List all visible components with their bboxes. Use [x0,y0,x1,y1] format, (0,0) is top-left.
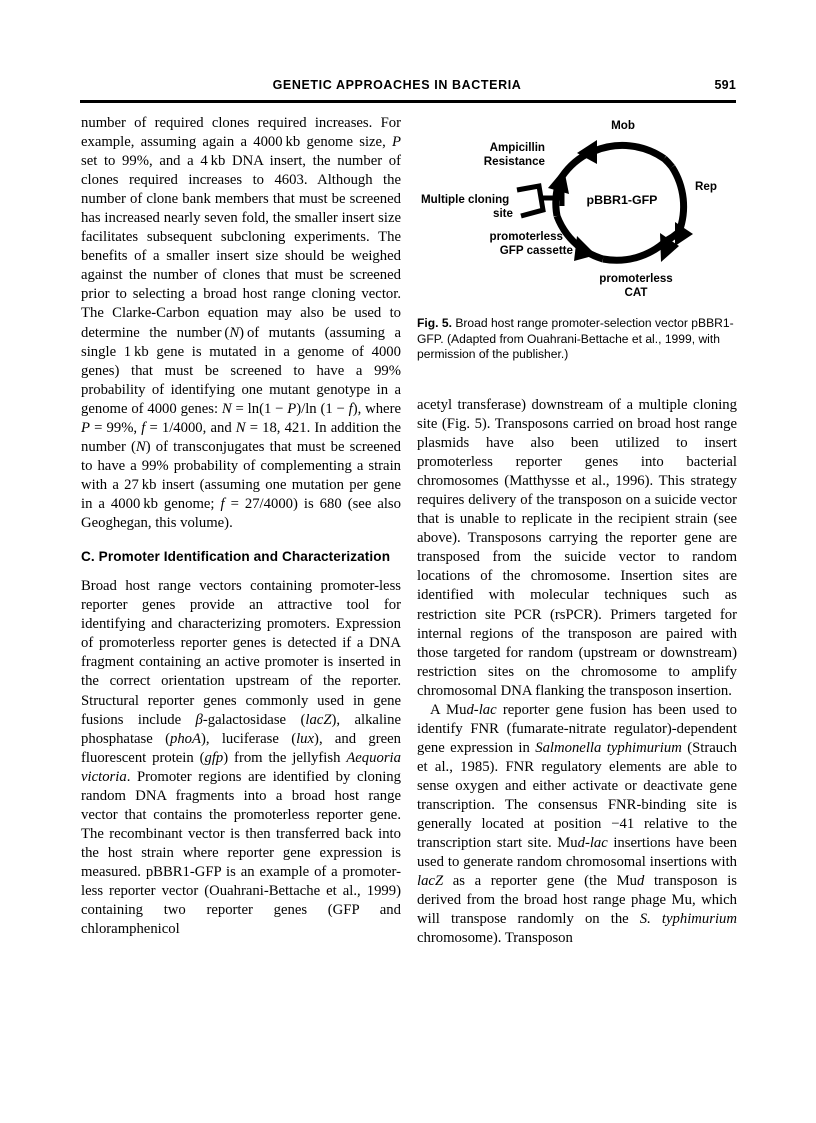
ampicillin-resistance-label-line2: Resistance [483,155,545,168]
paragraph-transposon-delivery: acetyl transferase) downstream of a multiple cloning site (Fig. 5). Transposons carried on broad host range plasmids have also been utilized to insert promoterless reporter genes into bacterial chromosomes (Matthysse et al., 1996). This strategy requires delivery of the transposon on a suicide vector that is unable to replicate in the recipient strain (see above). Transposons carrying the reporter gene are transposed from the suicide vector to random locations of the chromosome. Insertion sites are identified with molecular techniques such as restriction site PCR (rsPCR). Primers targeted for internal regions of the transposon are paired with those targeted for random (upstream or downstream) restriction sites on the chromosome to amplify chromosomal DNA flanking the transposon insertion. [417,397,737,699]
figure-caption-label: Fig. 5. [417,316,452,330]
rep-label: Rep [695,180,717,193]
mob-arc [594,145,664,158]
gfp-cassette-label-line1: promoterless [489,230,563,243]
mcs-label-line2: site [493,207,513,220]
cat-label-line1: promoterless [599,272,673,285]
page-number: 591 [714,78,736,92]
plasmid-map-svg [417,112,737,307]
section-heading-promoter-identification: C. Promoter Identification and Characterization [81,549,391,565]
mcs-label-line1: Multiple cloning [421,193,510,206]
left-column [81,114,401,939]
paragraph-mud-lac-fusion: A Mud-lac reporter gene fusion has been used to identify FNR (fumarate-nitrate regulator)-dependent gene expression in Salmonella typhimurium (Strauch et al., 1985). FNR regulatory elements are able to sense oxygen and either activate or deactivate gene transcription. The consensus FNR-binding site is generally located at position −41 relative to the transcription start site. Mud-lac insertions have been used to generate random chromosomal insertions with lacZ as a reporter gene (the Mud transposon is derived from the broad host range phage Mu, which will transpose randomly on the S. typhimurium chromosome). Transposon [417,701,738,947]
cat-arc [603,241,666,260]
mob-label: Mob [611,119,635,132]
mcs-bracket-shape [517,186,543,216]
header-rule [80,100,736,103]
plasmid-name-label: pBBR1-GFP [586,193,658,207]
figure-caption [417,316,737,363]
circle-connector-4 [664,159,672,167]
figure-5 [417,112,737,382]
running-head [80,78,736,98]
paragraph-clone-bank: number of required clones required increases. For example, assuming again a 4000 kb genome size, P set to 99%, and a 4 kb DNA insert, the number of clones required increases to 4603. Although the number of clone bank members that must be screened has increased nearly seven fold, the smaller insert size facilitates subsequent subcloning experiments. The benefits of a smaller insert size should be weighed against the number of clones that must be screened prior to selecting a broad host range cloning vector. The Clarke-Carbon equation may also be used to determine the number (N) of mutants (assuming a single 1 kb gene is mutated in a genome of 4000 genes) that must be screened to have a 99% probability of identifying one mutant genotype in a genome of 4000 genes: N = ln(1 − P)/ln (1 − f), where P = 99%, f = 1/4000, and N = 18, 421. In addition the number (N) of transconjugates that must be screened to have a 99% probability of complementing a strain with a 27 kb insert (assuming one mutation per gene in a 4000 kb genome; f = 27/4000) is 680 (see also Geoghegan, this volume). [81,115,401,531]
figure-caption-text: Broad host range promoter-selection vector pBBR1-GFP. (Adapted from Ouahrani-Bettache et al., 1999, with permission of the publisher.) [417,316,734,362]
paragraph-broad-host-range-vectors: Broad host range vectors containing promoter-less reporter genes provide an attractive tool for identifying and characterizing promoters. Expression of promoterless reporter genes is detected if a DNA fragment containing an active promoter is inserted in the correct orientation upstream of the reporter. Structural reporter genes commonly used in gene fusions include β-galactosidase (lacZ), alkaline phosphatase (phoA), luciferase (lux), and green fluorescent protein (gfp) from the jellyfish Aequoria victoria. Promoter regions are identified by cloning random DNA fragments into a broad host range vector that contains the promoterless reporter gene. The recombinant vector is then transferred back into the host strain where reporter gene expression is measured. pBBR1-GFP is an example of a promoter-less reporter vector (Ouahrani-Bettache et al., 1999) containing two reporter genes (GFP and chloramphenicol [81,578,401,938]
gfp-cassette-label-line2: GFP cassette [499,244,573,257]
plasmid-map-diagram [417,112,737,307]
ampicillin-resistance-label-line1: Ampicillin [489,141,545,154]
cat-label-line2: CAT [624,286,648,299]
running-head-title: GENETIC APPROACHES IN BACTERIA [272,78,522,92]
rep-arc [672,167,684,232]
right-column [417,396,737,948]
